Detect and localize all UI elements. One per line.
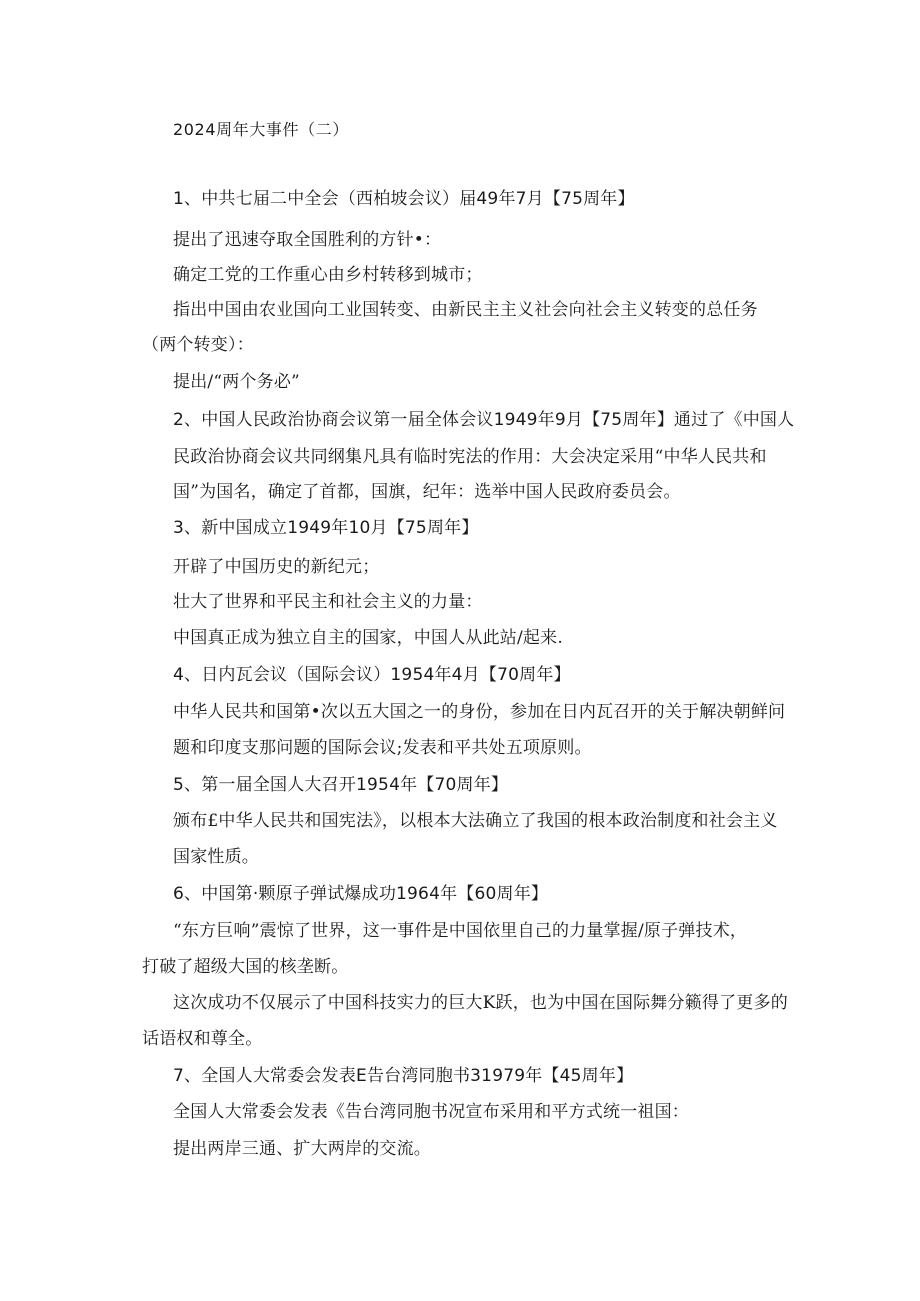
- paragraph-line: 提出/“两个务必”: [173, 372, 300, 392]
- paragraph-line: 国”为国名，确定了首都，国旗，纪年：选举中国人民政府委员会。: [173, 482, 681, 502]
- paragraph-line: 话语权和尊全。: [142, 1029, 263, 1049]
- section-3-heading: 3、新中国成立1949年10月【75周年】: [173, 518, 479, 538]
- paragraph-line: 这次成功不仅展示了中国科技实力的巨大K跃，也为中国在国际舞分籁得了更多的: [173, 993, 788, 1013]
- paragraph-line: 全国人大常委会发表《告台湾同胞书况宣布采用和平方式统一祖国：: [173, 1102, 689, 1122]
- paragraph-line: “东方巨响”震惊了世界，这一事件是中国依里自己的力量掌握/原子弹技术，: [173, 921, 748, 941]
- section-2-heading: 2、中国人民政治协商会议第一届全体会议1949年9月【75周年】通过了《中国人: [173, 410, 795, 430]
- paragraph-line: 确定工党的工作重心由乡村转移到城市；: [173, 265, 483, 285]
- paragraph-line: 提出了迅速夺取全国胜利的方针•：: [173, 230, 442, 250]
- section-6-heading: 6、中国第·颗原子弹试爆成功1964年【60周年】: [173, 884, 549, 904]
- paragraph-line: 壮大了世界和平民主和社会主义的力量：: [173, 592, 483, 612]
- paragraph-line: 民政治协商会议共同纲集凡具有临时宪法的作用：大会决定采用“中华人民共和: [173, 447, 767, 467]
- section-5-heading: 5、第一届全国人大召开1954年【70周年】: [173, 775, 509, 795]
- section-7-heading: 7、全国人大常委会发表E告台湾同胞书31979年【45周年】: [173, 1066, 634, 1086]
- document-title: 2024周年大事件（二）: [173, 120, 349, 139]
- section-1-heading: 1、中共七届二中全会（西柏坡会议）届49年7月【75周年】: [173, 189, 635, 209]
- paragraph-line: 国家性质。: [173, 847, 259, 867]
- paragraph-line: 提出两岸三通、扩大两岸的交流。: [173, 1139, 431, 1159]
- paragraph-line: 中国真正成为独立自主的国家，中国人从此站/起来.: [173, 628, 563, 648]
- paragraph-line: 开辟了中国历史的新纪元；: [173, 557, 380, 577]
- paragraph-line: 打破了超级大国的核垄断。: [142, 957, 349, 977]
- paragraph-line: （两个转变）：: [142, 335, 254, 355]
- paragraph-line: 题和印度支那问题的国际会议;发表和平共处五项原则。: [173, 738, 592, 758]
- paragraph-line: 中华人民共和国第•次以五大国之一的身份，参加在日内瓦召开的关于解决朝鲜问: [173, 702, 786, 722]
- paragraph-line: 指出中国由农业国向工业国转变、由新民主主义社会向社会主义转变的总任务: [173, 300, 758, 320]
- section-4-heading: 4、日内瓦会议（国际会议）1954年4月【70周年】: [173, 665, 571, 685]
- paragraph-line: 颁布£中华人民共和国宪法》，以根本大法确立了我国的根本政治制度和社会主义: [173, 811, 778, 831]
